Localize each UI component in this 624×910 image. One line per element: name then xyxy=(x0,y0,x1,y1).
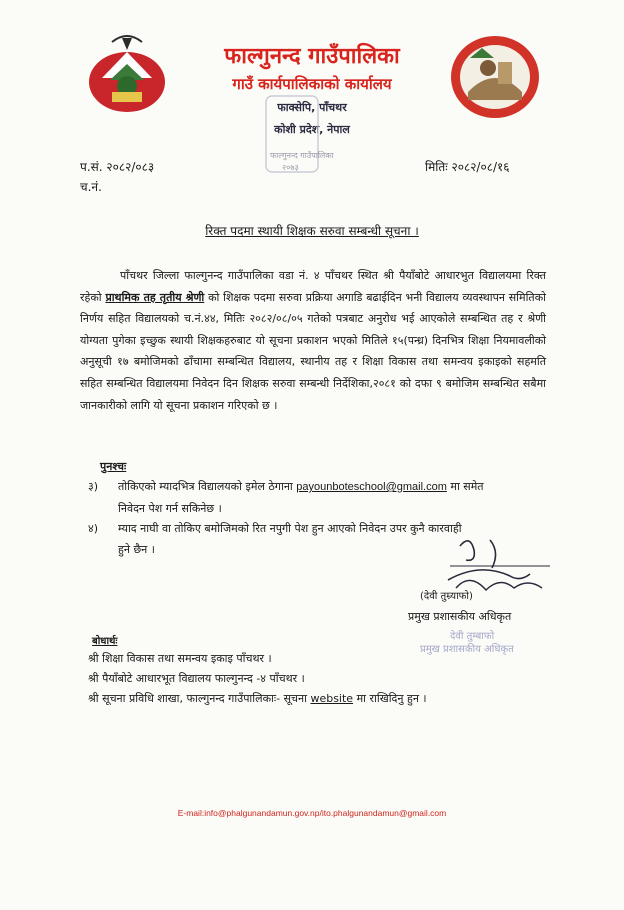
signature-stamp-name: देवी तुम्बाफो xyxy=(450,631,495,642)
body-part-1: पाँचथर जिल्ला फाल्गुनन्द गाउँपालिका वडा नं. ४ पाँचथर स्थित श्री पैयाँबोटे आधारभुत विद्यालयमा रिक्त रहेको xyxy=(80,269,546,304)
postscript-label: पुनश्चः xyxy=(100,460,127,473)
school-email-link[interactable]: payounboteschool@gmail.com xyxy=(296,481,447,493)
dispatch-number: च.नं. xyxy=(80,180,102,194)
item-number: ३) xyxy=(88,480,99,493)
stamp-text-2: २०७३ xyxy=(282,163,299,172)
body-bold-grade: प्राथमिक तह तृतीय श्रेणी xyxy=(105,290,205,304)
signature-stamp-title: प्रमुख प्रशासकीय अधिकृत xyxy=(420,644,514,655)
cc-line-2: श्री पैयाँबोटे आधारभूत विद्यालय फाल्गुनन्द -४ पाँचथर । xyxy=(88,672,305,685)
letter-date: मितिः २०८२/०८/१६ xyxy=(425,160,510,174)
cc-text: श्री सूचना प्रविधि शाखा, फाल्गुनन्द गाउँपालिकाः- सूचना xyxy=(88,692,311,705)
municipality-title: फाल्गुनन्द गाउँपालिका xyxy=(224,44,400,69)
notice-subject: रिक्त पदमा स्थायी शिक्षक सरुवा सम्बन्धी सूचना । xyxy=(205,224,419,238)
body-part-2: को शिक्षक पदमा सरुवा प्रक्रिया अगाडि बढाईदिन भनी विद्यालय व्यवस्थापन समितिको निर्णय सहित विद्यालयको च.नं.४४, मितिः २०८२/०८/०५ गतेको पत्रबाट अनुरोध भई आएकोले सम्बन्धित तह र श्रेणी योग्यता पुगेका इच्छुक स्थायी शिक्षकहरुबाट यो सूचना प्रकाशन भएको मितिले १५(पन्ध्र) दिनभित्र शिक्षा नियमावलीको अनुसूची १७ बमोजिमको ढाँचामा सम्बन्धित विद्यालय, स्थानीय तह र शिक्षा विकास तथा समन्वय इकाइको सहमति सहित सम्बन्धित विद्यालयमा निवेदन दिन शिक्षक सरुवा सम्बन्धी निर्देशिका,२०८१ को दफा ९ बमोजिम सम्बन्धित सबैमा जानकारीको लागि यो सूचना प्रकाशन गरिएको छ । xyxy=(80,290,547,412)
signatory-name: (देवी तुम्र्याफो) xyxy=(420,591,473,602)
address-line-1: फाक्सेपि, पाँचथर xyxy=(277,101,347,114)
address-line-2: कोशी प्रदेश, नेपाल xyxy=(274,123,350,136)
cc-line-3 xyxy=(88,691,427,706)
cc-text: मा राखिदिनु हुन । xyxy=(353,692,427,705)
item-text: निवेदन पेश गर्न सकिनेछ । xyxy=(118,502,222,515)
item-text: हुने छैन । xyxy=(118,543,155,556)
item-text: तोकिएको म्यादभित्र विद्यालयको इमेल ठेगाना xyxy=(118,480,297,493)
item-number: ४) xyxy=(88,522,99,535)
stamp-text-1: फाल्गुनन्द गाउँपालिका xyxy=(270,151,334,160)
reference-number: प.सं. २०८२/०८३ xyxy=(80,160,155,174)
office-subtitle: गाउँ कार्यपालिकाको कार्यालय xyxy=(232,75,392,93)
website-link[interactable]: website xyxy=(310,692,354,705)
footer-email[interactable]: E-mail:info@phalgunandamun.gov.np/ito.phalgunandamun@gmail.com xyxy=(177,808,447,818)
item-text: म्याद नाघी वा तोकिए बमोजिमको रित नपुगी पेश हुन आएको निवेदन उपर कुनै कारवाही xyxy=(118,522,462,535)
item-text: मा समेत xyxy=(446,480,484,493)
postscript-item-3 xyxy=(88,476,548,519)
cc-line-1: श्री शिक्षा विकास तथा समन्वय इकाइ पाँचथर । xyxy=(88,652,272,665)
signatory-title: प्रमुख प्रशासकीय अधिकृत xyxy=(408,610,512,623)
notice-body xyxy=(80,265,546,416)
cc-label: बोधार्थः xyxy=(92,636,118,647)
